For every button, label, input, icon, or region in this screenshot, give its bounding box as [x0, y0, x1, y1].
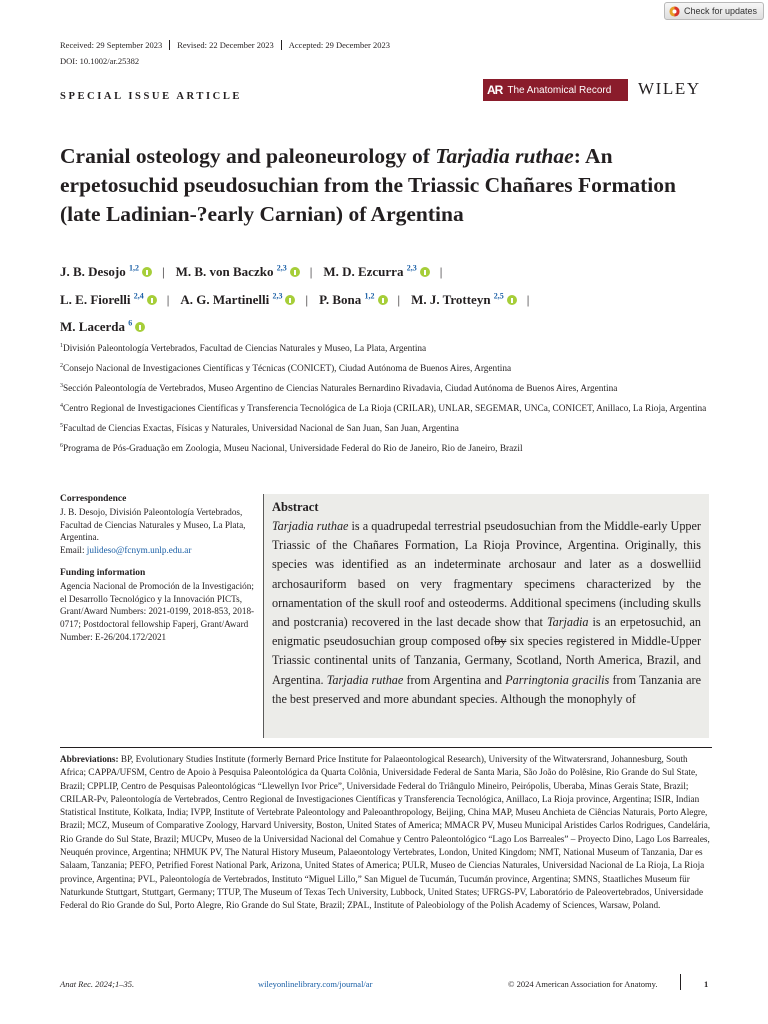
author[interactable]: [319, 292, 387, 307]
publisher-logo: WILEY: [638, 79, 701, 98]
abbreviations-label: Abbreviations:: [60, 754, 119, 764]
abstract-species: Tarjadia: [546, 615, 589, 630]
journal-url-link[interactable]: wileyonlinelibrary.com/journal/ar: [258, 979, 373, 989]
affiliation-text: Programa de Pós-Graduação em Zoologia, Museu Nacional, Universidade Federal do Rio de Janeiro, Rio de Janeiro, Brazil: [63, 444, 523, 455]
journal-name: The Anatomical Record: [507, 84, 612, 96]
author[interactable]: [60, 292, 157, 307]
orcid-icon[interactable]: [147, 295, 157, 305]
copyright: © 2024 American Association for Anatomy.: [508, 979, 658, 989]
date-divider: [281, 40, 282, 50]
affiliation-text: Centro Regional de Investigaciones Científicas y Transferencia Tecnológica de La Rioja (CRILAR), UNLAR, SEGEMAR, UNCa, CONICET, Anillaco, La Rioja, Argentina: [63, 404, 707, 415]
article-title: [60, 142, 720, 229]
page-footer: [60, 978, 712, 990]
sidebar-info: [60, 493, 255, 644]
date-divider: [169, 40, 170, 50]
doi: DOI: 10.1002/ar.25382: [60, 56, 140, 66]
affiliation-text: Consejo Nacional de Investigaciones Científicas y Técnicas (CONICET), Ciudad Autónoma de Buenos Aires, Argentina: [63, 364, 512, 375]
author-affiliation-ref[interactable]: 2,3: [406, 264, 417, 273]
author-name: M. J. Trotteyn: [411, 291, 491, 307]
abstract-strikethrough: by: [494, 634, 507, 649]
abstract-span: is an erpetosuchid, an enigmatic pseudosuchian group composed of: [272, 615, 702, 649]
email-link[interactable]: julideso@fcnym.unlp.edu.ar: [86, 545, 192, 556]
article-type: SPECIAL ISSUE ARTICLE: [60, 91, 243, 102]
affiliations: [60, 340, 710, 461]
title-text: Cranial osteology and paleoneurology of: [60, 144, 436, 168]
author-name: J. B. Desojo: [60, 264, 126, 280]
email-label: Email:: [60, 545, 87, 556]
page-number: 1: [704, 979, 709, 989]
abstract-text: [272, 517, 701, 709]
orcid-icon[interactable]: [285, 295, 295, 305]
abstract-species: Tarjadia ruthae: [272, 519, 349, 533]
article-dates: [60, 40, 390, 50]
author-list: J. B. Desojo $^{1,2}$ | M. B. von Baczko $^{2,3}$ | M. D. Ezcurra $^{2,3}$ | L. E. Fiorelli $^{2,4}$ | A. G. Martinelli $^{2,3}$ | P. Bona $^{1,2}$ | M. J. Trotteyn $^{2,5}$ | M. Lacerda $^6$: [60, 264, 530, 334]
title-text: : An erpetosuchid pseudosuchian from the Triassic Chañares Formation (late Ladinian-?early Carnian) of Argentina: [60, 144, 676, 226]
affiliation: [60, 380, 710, 396]
abstract-span: is a quadrupedal terrestrial pseudosuchian from the Middle-early Upper Triassic of the Chañares Formation, La Rioja Province, Argentina. Originally, this species was identified as an indeterminate archosaur and later as a doswelliid archosauriform based on very fragmentary specimens characterized by the ornamentation of the skull roof and osteoderms. Additional specimens (including skulls and postcrania) recovered in the last decade show that: [272, 519, 701, 630]
author-affiliation-ref[interactable]: 2,4: [133, 291, 144, 301]
abstract-species: Tarjadia ruthae: [326, 672, 404, 687]
author-affiliation-ref[interactable]: 2,3: [272, 291, 283, 301]
author-name: P. Bona: [319, 291, 362, 307]
author-affiliation-ref[interactable]: 1,2: [364, 291, 375, 301]
orcid-icon[interactable]: [378, 295, 388, 305]
abstract-span: from Tanzania are the best preserved and more abundant species. Although the monophyly of: [272, 672, 701, 706]
affiliation: [60, 360, 710, 376]
affiliation-number: 5: [60, 423, 63, 430]
correspondence-text: [60, 506, 255, 557]
author-affiliation-ref[interactable]: 2,3: [276, 264, 287, 273]
check-for-updates-button[interactable]: [664, 2, 764, 20]
affiliation-number: 2: [60, 363, 63, 370]
abstract-box: [263, 494, 709, 738]
affiliation-text: Facultad de Ciencias Exactas, Físicas y Naturales, Universidad Nacional de San Juan, San Juan, Argentina: [63, 424, 459, 435]
funding-text: Agencia Nacional de Promoción de la Investigación; el Desarrollo Tecnológico y la Innovación PICTs, Grant/Award Numbers: 2021-0199, 2018-853, 2018-0717; Postdoctoral fellowship Faperj, Grant/Award Number: E-26/204.172/2021: [60, 580, 255, 642]
accepted-date: Accepted: 29 December 2023: [288, 40, 391, 50]
journal-logo: [483, 79, 628, 101]
affiliation-text: Sección Paleontología de Vertebrados, Museo Argentino de Ciencias Naturales Bernardino Rivadavia, Ciudad Autónoma de Buenos Aires, Argentina: [63, 384, 618, 395]
author[interactable]: [60, 264, 152, 279]
orcid-icon[interactable]: [507, 295, 517, 305]
orcid-icon[interactable]: [290, 267, 300, 277]
author-name: M. Lacerda: [60, 318, 125, 334]
affiliation-number: 6: [60, 443, 63, 450]
author-affiliation-ref[interactable]: 2,5: [493, 291, 504, 301]
abstract-span: from Argentina and: [403, 672, 506, 687]
abstract-heading: Abstract: [272, 500, 319, 514]
affiliation-number: 1: [60, 343, 63, 349]
crossmark-icon: [669, 6, 680, 17]
journal-citation: Anat Rec. 2024;1–35.: [60, 979, 135, 989]
check-for-updates-label: Check for updates: [683, 6, 757, 16]
author[interactable]: [411, 292, 517, 307]
author[interactable]: [60, 319, 145, 334]
journal-mark: AR: [487, 83, 503, 97]
author-name: A. G. Martinelli: [180, 291, 270, 307]
orcid-icon[interactable]: [420, 267, 430, 277]
author[interactable]: [180, 292, 295, 307]
revised-date: Revised: 22 December 2023: [177, 40, 274, 50]
author-affiliation-ref[interactable]: 6: [128, 318, 133, 328]
abstract-span: six species registered in Middle-Upper Triassic continental units of Tanzania, Germany, Scotland, North America, Brazil, and Argentina.: [272, 634, 702, 687]
author[interactable]: [323, 264, 429, 279]
abbreviations-text: BP, Evolutionary Studies Institute (formerly Bernard Price Institute for Palaeontological Research), University of the Witwatersrand, Johannesburg, South Africa; CAPPA/UFSM, Centro de Apoio à Pesquisa Paleontológica da Quarta Colônia, Universidade Federal de Santa Maria, São João do Polêsine, Rio Grande do Sul State, Brazil; CPPLIP, Centro de Pesquisas Paleontológicas “Llewellyn Ivor Price”, Universidade Federal do Triângulo Mineiro, Peirópolis, Uberaba, Minas Gerais State, Brazil; CRILAR-Pv, Paleontología de Vertebrados, Centro Regional de Investigaciones Científicas y Transferencia Tecnológica, Anillaco, La Rioja province, Argentina; ISIR, Indian Statistical Institute, Kolkata, India; IVPP, Institute of Vertebrate Paleontology and Paleoanthropology, Beijing, China MAP, Museu Anchieta de Ciências Naturais, Porto Alegre, Brazil; MCZ, Museum of Comparative Zoology, Harvard University, Boston, United States of America; MMACR PV, Museu Municipal Aristides Carlos Rodrigues, Candelária, Rio Grande do Sul State, Brazil; MUCPv, Museo de la Universidad Nacional del Comahue y Centro Paleontológico “Lago Los Barreales” – Proyecto Dino, Lago Los Barreales, Neuquén province, Argentina; NHMUK PV, The Natural History Museum, Palaeontology Vertebrates, London, United Kingdom; NMT, National Museum of Tanzania, Dar es Salaam, Tanzania; PEFO, Petrified Forest National Park, Arizona, United States of America; PULR, Museo de Ciencias Naturales, Universidad Nacional de La Rioja, La Rioja province, Argentina; PVL, Paleontología de Vertebrados, Instituto “Miguel Lillo,” San Miguel de Tucumán, Tucumán province, Argentina; SMNS, Staatliches Museum für Naturkunde Stuttgart, Stuttgart, Germany; TTUP, The Museum of Texas Tech University, Lubbock, United States; UFRGS-PV, Laboratório de Paleovertebrados, Universidade Federal do Rio Grande do Sul, Porto Alegre, Rio Grande do Sul State, Brazil; ZPAL, Institute of Paleobiology of the Polish Academy of Sciences, Warsaw, Poland.: [60, 754, 711, 911]
abbreviations: [60, 747, 712, 913]
footer-divider: [680, 974, 681, 990]
title-species: Tarjadia ruthae: [435, 144, 574, 168]
affiliation: [60, 400, 710, 416]
orcid-icon[interactable]: [142, 267, 152, 277]
author-name: M. B. von Baczko: [175, 264, 274, 280]
affiliation-number: 4: [60, 403, 63, 410]
author-name: M. D. Ezcurra: [323, 264, 404, 280]
author-affiliation-ref[interactable]: 1,2: [128, 264, 139, 273]
funding-heading: Funding information: [60, 567, 146, 578]
affiliation-text: División Paleontología Vertebrados, Facultad de Ciencias Naturales y Museo, La Plata, Argentina: [63, 344, 427, 355]
correspondence-heading: Correspondence: [60, 494, 127, 504]
abstract-species: Parringtonia gracilis: [505, 672, 610, 687]
affiliation-number: 3: [60, 383, 63, 390]
correspondence-address: J. B. Desojo, División Paleontología Vertebrados, Facultad de Ciencias Naturales y Museo, La Plata, Argentina.: [60, 506, 246, 543]
affiliation: [60, 420, 710, 436]
affiliation: [60, 340, 710, 356]
author-name: L. E. Fiorelli: [60, 291, 131, 307]
author[interactable]: [176, 264, 300, 279]
received-date: Received: 29 September 2023: [60, 40, 163, 50]
orcid-icon[interactable]: [135, 322, 145, 332]
affiliation: [60, 440, 710, 456]
